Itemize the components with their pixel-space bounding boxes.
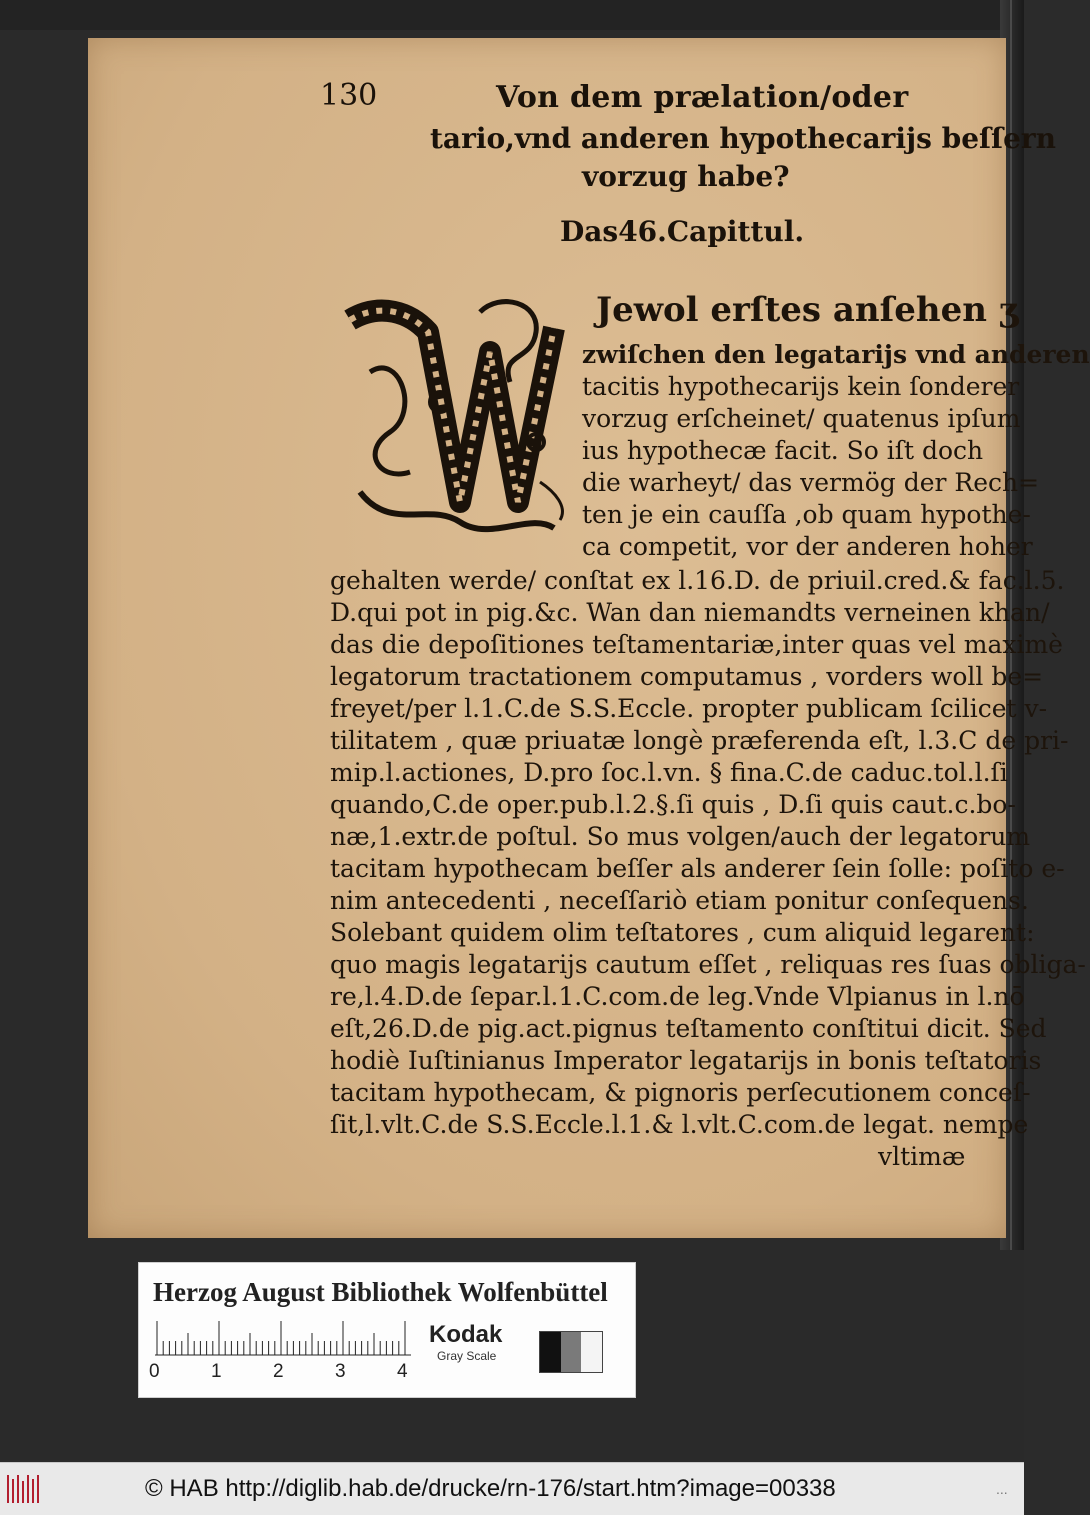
page-number: 130 <box>320 78 378 113</box>
ruler-num-1: 1 <box>211 1361 222 1382</box>
text-line: zwiſchen den legatarijs vnd anderen <box>582 340 1090 369</box>
decorated-initial-w <box>340 292 572 534</box>
text-line: ius hypothecæ facit. So iſt doch <box>582 436 984 465</box>
text-line: tilitatem , quæ priuatæ longè præferenda eſt, l.3.C de pri- <box>330 726 1069 755</box>
text-line: ca competit, vor der anderen hoher <box>582 532 1033 561</box>
text-line: vltimæ <box>878 1142 966 1171</box>
text-line: mip.l.actiones, D.pro ſoc.l.vn. § fina.C.de caduc.tol.l.ſi <box>330 758 1008 787</box>
gray-scale-label: Gray Scale <box>437 1349 497 1363</box>
text-line: nim antecedenti , neceſſariò etiam ponitur conſequens. <box>330 886 1029 915</box>
ruler-num-4: 4 <box>397 1361 408 1382</box>
text-line: Jewol erſtes anſehen ʒ <box>596 290 1019 330</box>
text-line: re,l.4.D.de ſepar.l.1.C.com.de leg.Vnde Vlpianus in l.nō <box>330 982 1025 1011</box>
text-line: hodiè Iuſtinianus Imperator legatarijs in bonis teſtatoris <box>330 1046 1042 1075</box>
hab-logo-icon[interactable] <box>4 1471 42 1507</box>
text-line: gehalten werde/ conſtat ex l.16.D. de priuil.cred.& fac.l.5. <box>330 566 1065 595</box>
ruler-num-3: 3 <box>335 1361 346 1382</box>
chapter-title: Das46.Capittul. <box>560 215 805 248</box>
text-line: Solebant quidem olim teſtatores , cum aliquid legarent: <box>330 918 1035 947</box>
running-heading-2: tario,vnd anderen hypothecarijs beſſern <box>430 122 1057 155</box>
text-line: ſit,l.vlt.C.de S.S.Eccle.l.1.& l.vlt.C.com.de legat. nempe <box>330 1110 1029 1139</box>
text-line: tacitam hypothecam beſſer als anderer ſein ſolle: poſito e- <box>330 854 1065 883</box>
text-line: quo magis legatarijs cautum eſſet , reliquas res ſuas obliga- <box>330 950 1086 979</box>
swatch-black <box>540 1332 561 1372</box>
text-line: quando,C.de oper.pub.l.2.§.ſi quis , D.ſi quis caut.c.bo- <box>330 790 1016 819</box>
text-line: vorzug erſcheinet/ quatenus ipſum <box>582 404 1021 433</box>
gray-swatches <box>539 1331 603 1373</box>
footer-bar <box>0 1462 1024 1515</box>
text-line: freyet/per l.1.C.de S.S.Eccle. propter publicam ſcilicet v- <box>330 694 1048 723</box>
ruler-num-2: 2 <box>273 1361 284 1382</box>
ruler <box>155 1321 411 1355</box>
running-heading-3: vorzug habe? <box>582 160 790 193</box>
text-line: næ,1.extr.de poſtul. So mus volgen/auch der legatorum <box>330 822 1031 851</box>
initial-letter <box>0 0 1 1</box>
library-name: Herzog August Bibliothek Wolfenbüttel <box>153 1277 608 1307</box>
running-heading-1: Von dem prælation/oder <box>496 80 909 115</box>
text-line: eſt,26.D.de pig.act.pignus teſtamento conſtitui dicit. Sed <box>330 1014 1047 1043</box>
text-line: die warheyt/ das vermög der Rech= <box>582 468 1040 497</box>
swatch-gray <box>561 1332 582 1372</box>
text-line: D.qui pot in pig.&c. Wan dan niemandts verneinen khan/ <box>330 598 1050 627</box>
swatch-white <box>581 1332 602 1372</box>
text-line: tacitam hypothecam, & pignoris perſecutionem conceſ- <box>330 1078 1031 1107</box>
text-line: ten je ein cauſſa ,ob quam hypothe- <box>582 500 1031 529</box>
ruler-num-0: 0 <box>149 1361 160 1382</box>
more-menu-icon[interactable]: ... <box>996 1481 1008 1497</box>
text-line: legatorum tractationem computamus , vorders woll be= <box>330 662 1044 691</box>
text-line: tacitis hypothecarijs kein ſonderer <box>582 372 1020 401</box>
permalink-url[interactable]: © HAB http://diglib.hab.de/drucke/rn-176/start.htm?image=00338 <box>145 1475 836 1502</box>
color-calibration-target <box>138 1262 636 1398</box>
top-bar <box>0 0 1024 30</box>
text-line: das die depoſitiones teſtamentariæ,inter quas vel maximè <box>330 630 1063 659</box>
kodak-logo: Kodak <box>429 1321 503 1348</box>
